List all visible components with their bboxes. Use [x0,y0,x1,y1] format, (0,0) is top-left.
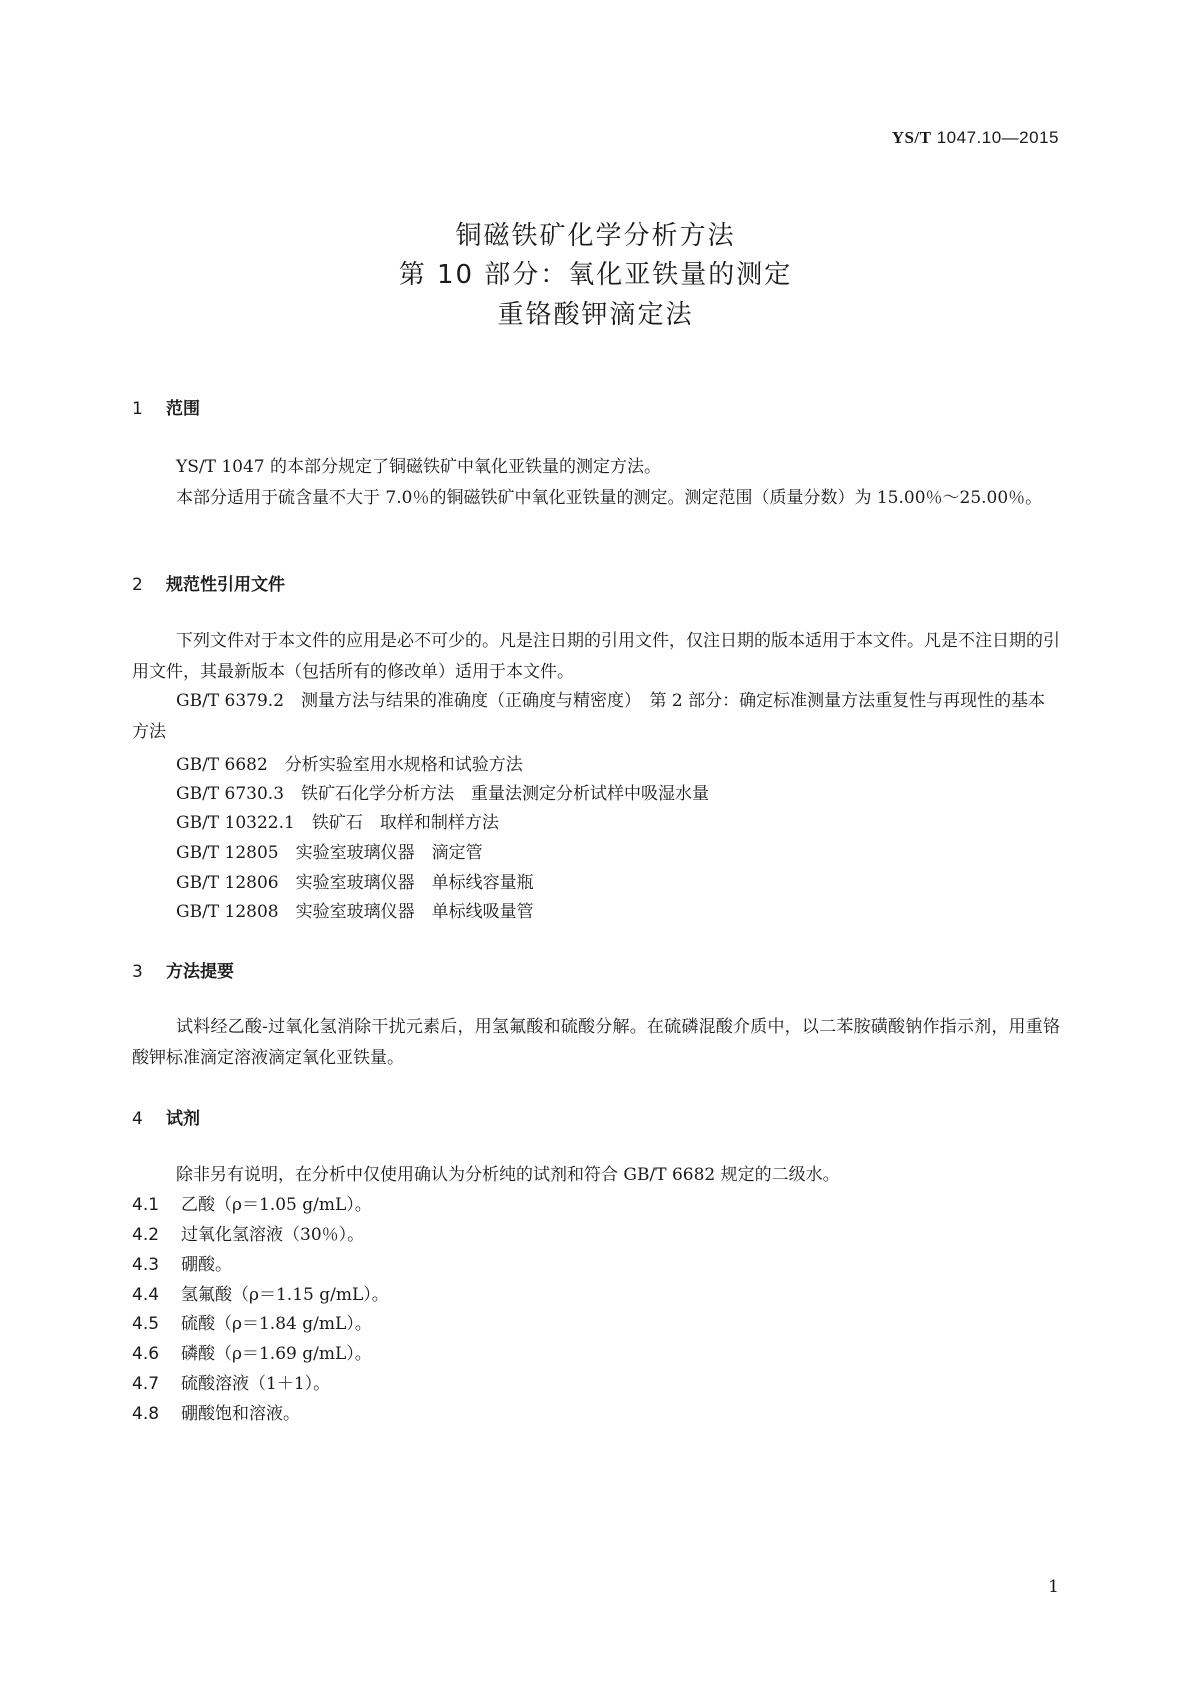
document-title-line-1: 铜磁铁矿化学分析方法 [455,221,736,251]
reagent-item [132,1309,372,1334]
section-title: 范围 [166,399,200,419]
section-number: 1 [132,399,143,419]
standard-number: 1047.10—2015 [936,128,1059,147]
reagent-item [132,1280,389,1305]
scope-paragraph-2: 本部分适用于硫含量不大于 7.0％的铜磁铁矿中氧化亚铁量的测定。测定范围（质量分数）为 15.00％～25.00％。 [176,488,1043,508]
reagent-text: 硫酸（ρ＝1.84 g/mL）。 [181,1314,372,1334]
reference-item: GB/T 6682 分析实验室用水规格和试验方法 [176,755,523,775]
reagent-item [132,1190,372,1215]
section-number: 4 [132,1109,143,1129]
section-heading-normative-references [132,570,285,595]
reagent-number: 4.8 [132,1404,160,1424]
reagent-text: 氢氟酸（ρ＝1.15 g/mL）。 [181,1285,389,1305]
principle-body [132,1012,1060,1074]
section-heading-principle [132,957,234,982]
reference-item: GB/T 10322.1 铁矿石 取样和制样方法 [176,813,499,833]
principle-text: 试料经乙酸-过氧化氢消除干扰元素后，用氢氟酸和硫酸分解。在硫磷混酸介质中，以二苯胺磺酸钠作指示剂，用重铬酸钾标准滴定溶液滴定氧化亚铁量。 [132,1017,1060,1068]
section-number: 2 [132,575,143,595]
section-heading-reagents [132,1104,200,1129]
reference-item: GB/T 12808 实验室玻璃仪器 单标线吸量管 [176,902,534,922]
reagent-item [132,1220,364,1245]
section-title: 规范性引用文件 [166,575,285,595]
reagent-number: 4.2 [132,1225,160,1245]
reagent-number: 4.4 [132,1285,160,1305]
references-intro [132,626,1060,688]
standard-code [892,128,1059,148]
reagents-intro: 除非另有说明，在分析中仅使用确认为分析纯的试剂和符合 GB/T 6682 规定的二级水。 [176,1165,840,1185]
reagent-item [132,1399,300,1424]
reagent-item [132,1339,372,1364]
reference-item: GB/T 6730.3 铁矿石化学分析方法 重量法测定分析试样中吸湿水量 [176,784,710,804]
reagent-item [132,1369,330,1394]
section-title: 方法提要 [166,962,234,982]
scope-body [132,452,1060,514]
reagent-text: 硼酸。 [181,1255,232,1275]
page-number: 1 [1048,1577,1059,1597]
reagent-number: 4.7 [132,1374,160,1394]
reference-item: GB/T 6379.2 测量方法与结果的准确度（正确度与精密度） 第 2 部分：确定标准测量方法重复性与再现性的基本方法 [132,691,1046,742]
reagent-text: 过氧化氢溶液（30％）。 [181,1225,365,1245]
reagent-number: 4.3 [132,1255,160,1275]
document-title-line-2: 第 10 部分：氧化亚铁量的测定 [398,260,793,290]
reagent-text: 硫酸溶液（1＋1）。 [181,1374,331,1394]
section-title: 试剂 [166,1109,200,1129]
reagent-item [132,1250,232,1275]
standard-prefix: YS/T [891,128,932,147]
scope-paragraph-1: YS/T 1047 的本部分规定了铜磁铁矿中氧化亚铁量的测定方法。 [176,457,662,477]
reagent-number: 4.6 [132,1344,160,1364]
section-number: 3 [132,962,143,982]
references-intro-text: 下列文件对于本文件的应用是必不可少的。凡是注日期的引用文件，仅注日期的版本适用于本文件。凡是不注日期的引用文件，其最新版本（包括所有的修改单）适用于本文件。 [132,631,1060,682]
reagent-text: 乙酸（ρ＝1.05 g/mL）。 [181,1195,372,1215]
reference-item-1-block [132,686,1060,748]
reagent-number: 4.5 [132,1314,160,1334]
reference-item: GB/T 12806 实验室玻璃仪器 单标线容量瓶 [176,873,534,893]
reference-item: GB/T 12805 实验室玻璃仪器 滴定管 [176,843,483,863]
document-title-line-3: 重铬酸钾滴定法 [497,300,694,330]
section-heading-scope [132,394,200,419]
reagent-text: 磷酸（ρ＝1.69 g/mL）。 [181,1344,372,1364]
reagent-number: 4.1 [132,1195,160,1215]
reagent-text: 硼酸饱和溶液。 [181,1404,300,1424]
